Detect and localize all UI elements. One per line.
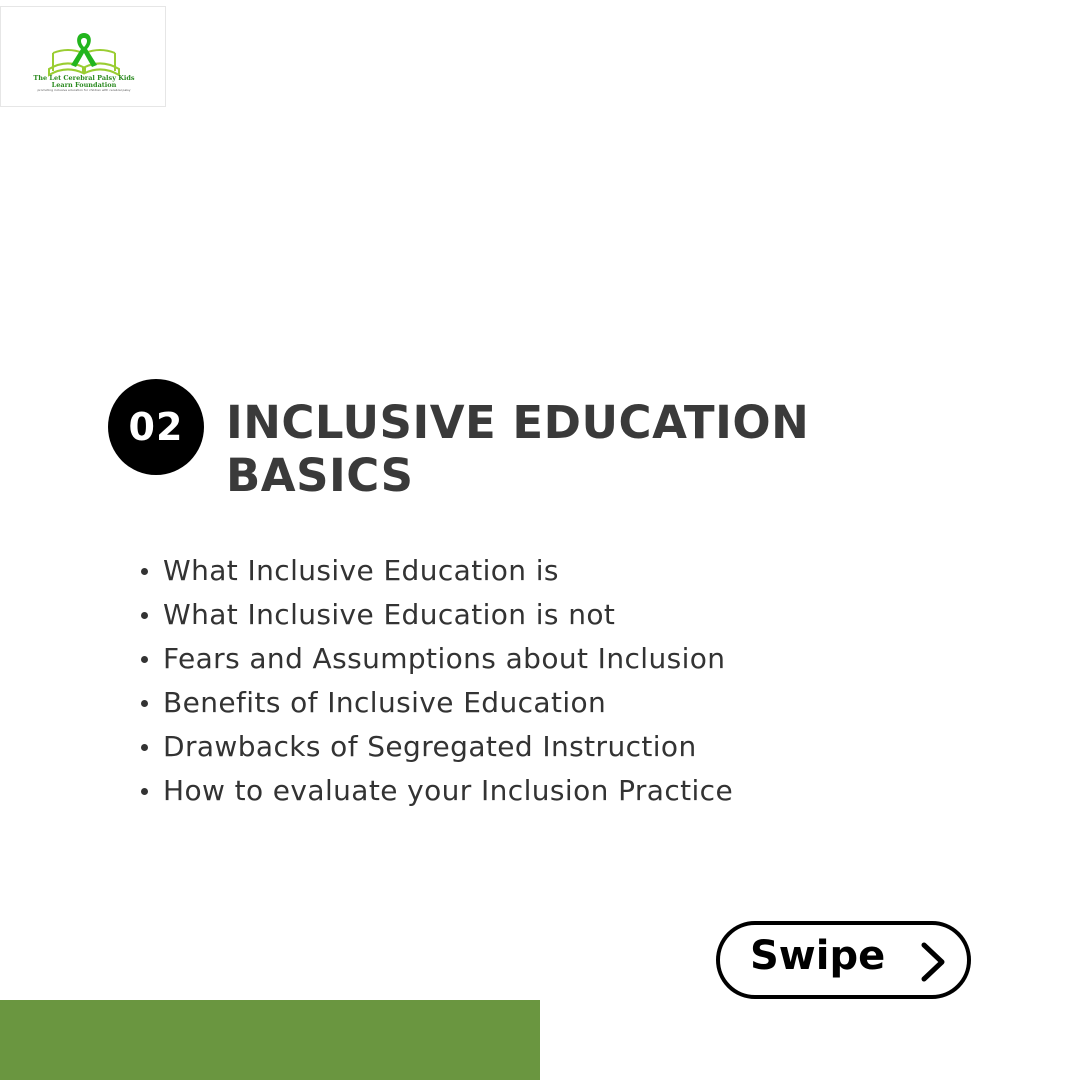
chevron-right-icon xyxy=(918,942,948,982)
section-title-line1: INCLUSIVE EDUCATION xyxy=(226,396,810,449)
bullet-icon xyxy=(141,788,148,795)
list-item-text: Drawbacks of Segregated Instruction xyxy=(163,730,697,763)
list-item-text: Benefits of Inclusive Education xyxy=(163,686,607,719)
swipe-label: Swipe xyxy=(750,933,886,979)
bullet-icon xyxy=(141,744,148,751)
section-number-badge xyxy=(108,379,204,475)
accent-bar xyxy=(0,1000,540,1080)
logo-name-line2: Learn Foundation xyxy=(51,81,117,89)
bullet-icon xyxy=(141,612,148,619)
list-item xyxy=(134,769,733,813)
list-item xyxy=(134,725,733,769)
list-item xyxy=(134,681,733,725)
topic-list xyxy=(134,549,733,813)
section-title-line2: BASICS xyxy=(226,449,414,502)
section-number: 02 xyxy=(128,405,184,449)
foundation-logo xyxy=(0,6,166,107)
bullet-icon xyxy=(141,568,148,575)
list-item xyxy=(134,549,733,593)
list-item xyxy=(134,637,733,681)
bullet-icon xyxy=(141,656,148,663)
bullet-icon xyxy=(141,700,148,707)
list-item-text: What Inclusive Education is not xyxy=(163,598,616,631)
logo-tagline: promoting inclusive education for children with cerebral palsy xyxy=(37,88,131,92)
list-item-text: How to evaluate your Inclusion Practice xyxy=(163,774,734,807)
list-item-text: What Inclusive Education is xyxy=(163,554,559,587)
logo-name-line1: The Let Cerebral Palsy Kids xyxy=(33,74,135,82)
swipe-button[interactable] xyxy=(716,921,971,999)
section-title xyxy=(226,396,926,502)
list-item-text: Fears and Assumptions about Inclusion xyxy=(163,642,726,675)
list-item xyxy=(134,593,733,637)
